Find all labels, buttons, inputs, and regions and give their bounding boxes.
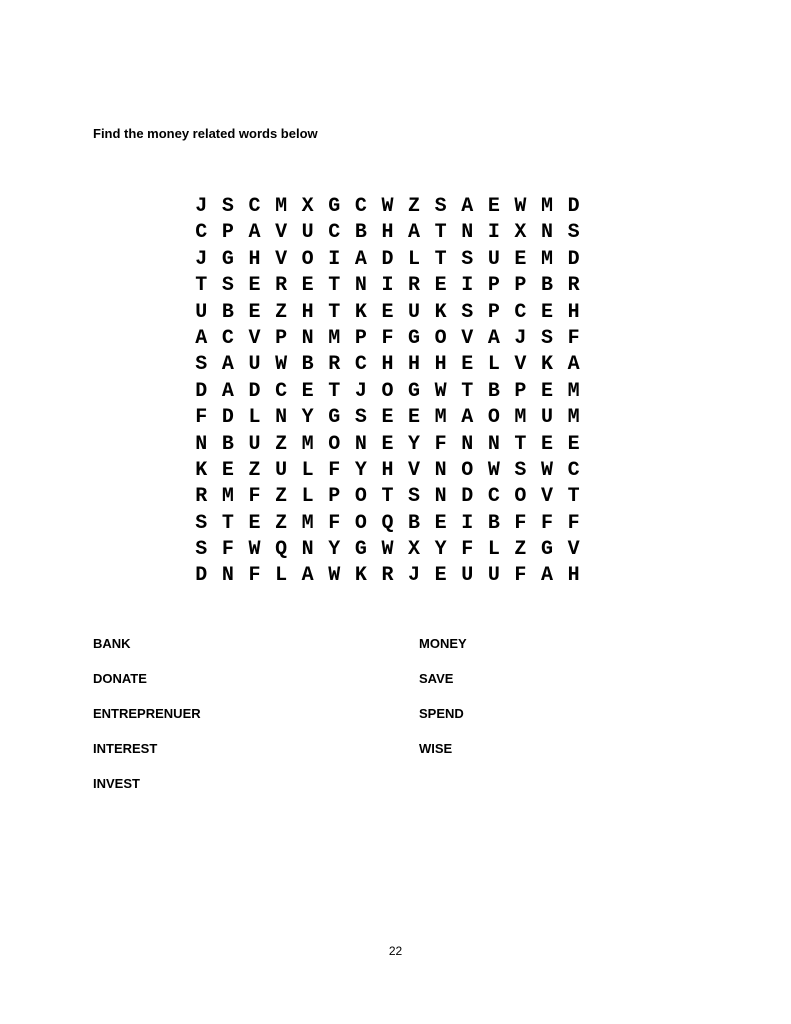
grid-letter: Z (275, 511, 288, 535)
grid-letter: N (354, 274, 367, 298)
grid-letter: P (275, 326, 288, 350)
grid-letter: E (381, 432, 394, 456)
grid-letter: U (195, 300, 208, 324)
grid-letter: E (221, 458, 234, 482)
grid-letter: Z (275, 485, 288, 509)
grid-letter: U (301, 221, 314, 245)
grid-letter: T (434, 247, 447, 271)
word-item: SPEND (419, 706, 464, 721)
grid-row (188, 432, 587, 458)
grid-letter: E (301, 379, 314, 403)
grid-row (188, 220, 587, 246)
grid-letter: W (434, 379, 447, 403)
grid-letter: F (328, 458, 341, 482)
grid-letter: N (275, 406, 288, 430)
grid-letter: T (434, 221, 447, 245)
grid-letter: B (221, 432, 234, 456)
grid-letter: F (248, 564, 261, 588)
grid-letter: F (514, 511, 527, 535)
grid-letter: U (408, 300, 421, 324)
grid-letter: E (541, 432, 554, 456)
grid-letter: B (221, 300, 234, 324)
grid-letter: A (567, 353, 580, 377)
grid-letter: H (381, 221, 394, 245)
grid-letter: C (195, 221, 208, 245)
grid-row (188, 379, 587, 405)
grid-letter: K (354, 300, 367, 324)
grid-letter: E (487, 195, 500, 218)
grid-letter: U (487, 247, 500, 271)
grid-row (188, 484, 587, 510)
grid-letter: S (195, 511, 208, 535)
grid-letter: V (541, 485, 554, 509)
grid-letter: V (275, 221, 288, 245)
grid-letter: I (487, 221, 500, 245)
grid-letter: W (381, 195, 394, 218)
grid-letter: T (221, 511, 234, 535)
grid-row (188, 458, 587, 484)
grid-letter: H (248, 247, 261, 271)
grid-letter: G (354, 538, 367, 562)
grid-letter: R (275, 274, 288, 298)
grid-letter: X (408, 538, 421, 562)
grid-letter: A (487, 326, 500, 350)
grid-letter: U (275, 458, 288, 482)
grid-row (188, 563, 587, 589)
grid-letter: N (301, 326, 314, 350)
grid-letter: H (381, 458, 394, 482)
grid-letter: S (434, 195, 447, 218)
grid-letter: T (195, 274, 208, 298)
grid-letter: C (328, 221, 341, 245)
grid-letter: A (541, 564, 554, 588)
grid-letter: E (301, 274, 314, 298)
word-item: ENTREPRENUER (93, 706, 201, 721)
grid-letter: L (275, 564, 288, 588)
word-item: SAVE (419, 671, 454, 686)
grid-letter: V (567, 538, 580, 562)
grid-letter: W (541, 458, 554, 482)
grid-letter: Z (248, 458, 261, 482)
grid-letter: N (461, 432, 474, 456)
word-item: MONEY (419, 636, 467, 651)
grid-letter: C (354, 195, 367, 218)
grid-letter: F (461, 538, 474, 562)
grid-letter: E (541, 379, 554, 403)
grid-letter: N (487, 432, 500, 456)
grid-letter: O (514, 485, 527, 509)
grid-letter: G (221, 247, 234, 271)
grid-letter: D (248, 379, 261, 403)
grid-letter: E (567, 432, 580, 456)
grid-letter: P (514, 274, 527, 298)
grid-letter: N (541, 221, 554, 245)
grid-letter: V (461, 326, 474, 350)
grid-letter: D (195, 564, 208, 588)
grid-letter: G (408, 326, 421, 350)
grid-letter: W (381, 538, 394, 562)
grid-letter: P (487, 274, 500, 298)
grid-letter: N (354, 432, 367, 456)
grid-letter: O (461, 458, 474, 482)
grid-letter: A (408, 221, 421, 245)
grid-letter: S (514, 458, 527, 482)
grid-letter: T (328, 379, 341, 403)
grid-letter: O (487, 406, 500, 430)
grid-letter: D (567, 195, 580, 218)
grid-letter: H (434, 353, 447, 377)
grid-letter: R (408, 274, 421, 298)
grid-letter: D (221, 406, 234, 430)
grid-letter: S (221, 195, 234, 218)
grid-letter: M (541, 195, 554, 218)
grid-letter: C (354, 353, 367, 377)
grid-letter: B (487, 511, 500, 535)
grid-letter: H (381, 353, 394, 377)
grid-letter: N (434, 458, 447, 482)
word-search-grid (188, 194, 587, 590)
grid-row (188, 511, 587, 537)
grid-letter: Q (275, 538, 288, 562)
grid-letter: K (195, 458, 208, 482)
grid-letter: H (567, 300, 580, 324)
grid-letter: M (221, 485, 234, 509)
grid-letter: S (461, 300, 474, 324)
instruction-heading: Find the money related words below (93, 126, 318, 141)
grid-letter: S (195, 538, 208, 562)
grid-letter: E (248, 274, 261, 298)
grid-letter: Q (381, 511, 394, 535)
grid-letter: E (248, 300, 261, 324)
grid-row (188, 273, 587, 299)
grid-letter: M (301, 432, 314, 456)
word-item: WISE (419, 741, 453, 756)
grid-letter: C (221, 326, 234, 350)
grid-letter: I (381, 274, 394, 298)
grid-letter: E (248, 511, 261, 535)
grid-letter: U (487, 564, 500, 588)
grid-letter: Z (275, 432, 288, 456)
grid-letter: O (301, 247, 314, 271)
grid-letter: N (195, 432, 208, 456)
grid-letter: H (408, 353, 421, 377)
grid-letter: N (461, 221, 474, 245)
grid-letter: J (514, 326, 527, 350)
grid-letter: T (328, 274, 341, 298)
grid-letter: N (221, 564, 234, 588)
grid-letter: L (301, 485, 314, 509)
grid-letter: E (541, 300, 554, 324)
grid-letter: S (461, 247, 474, 271)
grid-row (188, 405, 587, 431)
grid-letter: M (514, 406, 527, 430)
grid-letter: F (328, 511, 341, 535)
grid-letter: L (408, 247, 421, 271)
grid-letter: T (514, 432, 527, 456)
grid-letter: G (408, 379, 421, 403)
grid-letter: S (567, 221, 580, 245)
grid-row (188, 247, 587, 273)
grid-letter: L (487, 538, 500, 562)
grid-letter: W (487, 458, 500, 482)
grid-letter: R (195, 485, 208, 509)
grid-letter: I (328, 247, 341, 271)
grid-letter: C (487, 485, 500, 509)
grid-letter: B (487, 379, 500, 403)
grid-letter: Y (408, 432, 421, 456)
grid-letter: E (514, 247, 527, 271)
grid-letter: R (328, 353, 341, 377)
grid-letter: F (195, 406, 208, 430)
grid-letter: L (301, 458, 314, 482)
grid-letter: K (541, 353, 554, 377)
grid-letter: S (195, 353, 208, 377)
grid-row (188, 300, 587, 326)
grid-letter: F (567, 326, 580, 350)
grid-letter: C (567, 458, 580, 482)
grid-letter: O (434, 326, 447, 350)
grid-letter: A (195, 326, 208, 350)
grid-letter: E (461, 353, 474, 377)
grid-letter: S (541, 326, 554, 350)
grid-letter: S (408, 485, 421, 509)
grid-letter: J (195, 195, 208, 218)
page-number: 22 (388, 944, 403, 958)
grid-letter: W (328, 564, 341, 588)
grid-letter: P (487, 300, 500, 324)
grid-letter: A (354, 247, 367, 271)
grid-letter: L (487, 353, 500, 377)
grid-letter: U (248, 353, 261, 377)
grid-letter: A (301, 564, 314, 588)
grid-letter: B (541, 274, 554, 298)
grid-letter: V (408, 458, 421, 482)
grid-letter: V (248, 326, 261, 350)
grid-letter: O (354, 485, 367, 509)
grid-letter: Y (328, 538, 341, 562)
grid-letter: B (408, 511, 421, 535)
grid-letter: E (434, 564, 447, 588)
grid-letter: P (221, 221, 234, 245)
grid-letter: Z (275, 300, 288, 324)
grid-letter: F (514, 564, 527, 588)
grid-letter: I (461, 511, 474, 535)
grid-letter: F (567, 511, 580, 535)
grid-letter: S (354, 406, 367, 430)
grid-letter: H (301, 300, 314, 324)
grid-letter: F (381, 326, 394, 350)
grid-letter: A (461, 406, 474, 430)
word-item: BANK (93, 636, 131, 651)
grid-letter: Y (354, 458, 367, 482)
grid-letter: C (514, 300, 527, 324)
grid-letter: E (381, 300, 394, 324)
grid-letter: M (567, 406, 580, 430)
grid-letter: O (328, 432, 341, 456)
grid-letter: F (248, 485, 261, 509)
grid-letter: B (354, 221, 367, 245)
grid-letter: W (514, 195, 527, 218)
grid-letter: K (434, 300, 447, 324)
grid-letter: Y (301, 406, 314, 430)
grid-letter: A (461, 195, 474, 218)
grid-letter: E (434, 511, 447, 535)
grid-letter: O (381, 379, 394, 403)
grid-letter: Z (408, 195, 421, 218)
grid-letter: M (567, 379, 580, 403)
grid-letter: M (301, 511, 314, 535)
grid-letter: T (328, 300, 341, 324)
grid-letter: J (195, 247, 208, 271)
grid-letter: V (514, 353, 527, 377)
grid-letter: D (567, 247, 580, 271)
grid-letter: R (381, 564, 394, 588)
grid-letter: M (434, 406, 447, 430)
grid-letter: S (221, 274, 234, 298)
grid-letter: N (434, 485, 447, 509)
grid-letter: F (434, 432, 447, 456)
grid-letter: M (541, 247, 554, 271)
grid-letter: L (248, 406, 261, 430)
grid-letter: C (248, 195, 261, 218)
grid-letter: X (301, 195, 314, 218)
word-item: INVEST (93, 776, 140, 791)
grid-letter: E (434, 274, 447, 298)
grid-letter: G (328, 406, 341, 430)
grid-letter: P (354, 326, 367, 350)
grid-letter: T (461, 379, 474, 403)
word-item: DONATE (93, 671, 147, 686)
grid-letter: A (248, 221, 261, 245)
grid-letter: Z (514, 538, 527, 562)
grid-letter: B (301, 353, 314, 377)
grid-letter: G (541, 538, 554, 562)
grid-letter: A (221, 379, 234, 403)
grid-letter: G (328, 195, 341, 218)
grid-row (188, 352, 587, 378)
grid-letter: J (354, 379, 367, 403)
grid-letter: F (541, 511, 554, 535)
grid-letter: I (461, 274, 474, 298)
grid-row (188, 537, 587, 563)
grid-letter: A (221, 353, 234, 377)
grid-row (188, 326, 587, 352)
grid-letter: K (354, 564, 367, 588)
grid-letter: X (514, 221, 527, 245)
grid-letter: Y (434, 538, 447, 562)
grid-letter: R (567, 274, 580, 298)
grid-letter: H (567, 564, 580, 588)
grid-letter: E (381, 406, 394, 430)
grid-row (188, 194, 587, 220)
grid-letter: T (381, 485, 394, 509)
grid-letter: U (248, 432, 261, 456)
word-item: INTEREST (93, 741, 158, 756)
grid-letter: W (248, 538, 261, 562)
grid-letter: U (461, 564, 474, 588)
grid-letter: J (408, 564, 421, 588)
grid-letter: V (275, 247, 288, 271)
grid-letter: M (275, 195, 288, 218)
grid-letter: N (301, 538, 314, 562)
grid-letter: D (195, 379, 208, 403)
grid-letter: P (514, 379, 527, 403)
grid-letter: T (567, 485, 580, 509)
grid-letter: D (461, 485, 474, 509)
grid-letter: D (381, 247, 394, 271)
grid-letter: M (328, 326, 341, 350)
grid-letter: F (221, 538, 234, 562)
grid-letter: O (354, 511, 367, 535)
grid-letter: E (408, 406, 421, 430)
grid-letter: P (328, 485, 341, 509)
grid-letter: C (275, 379, 288, 403)
grid-letter: W (275, 353, 288, 377)
grid-letter: U (541, 406, 554, 430)
